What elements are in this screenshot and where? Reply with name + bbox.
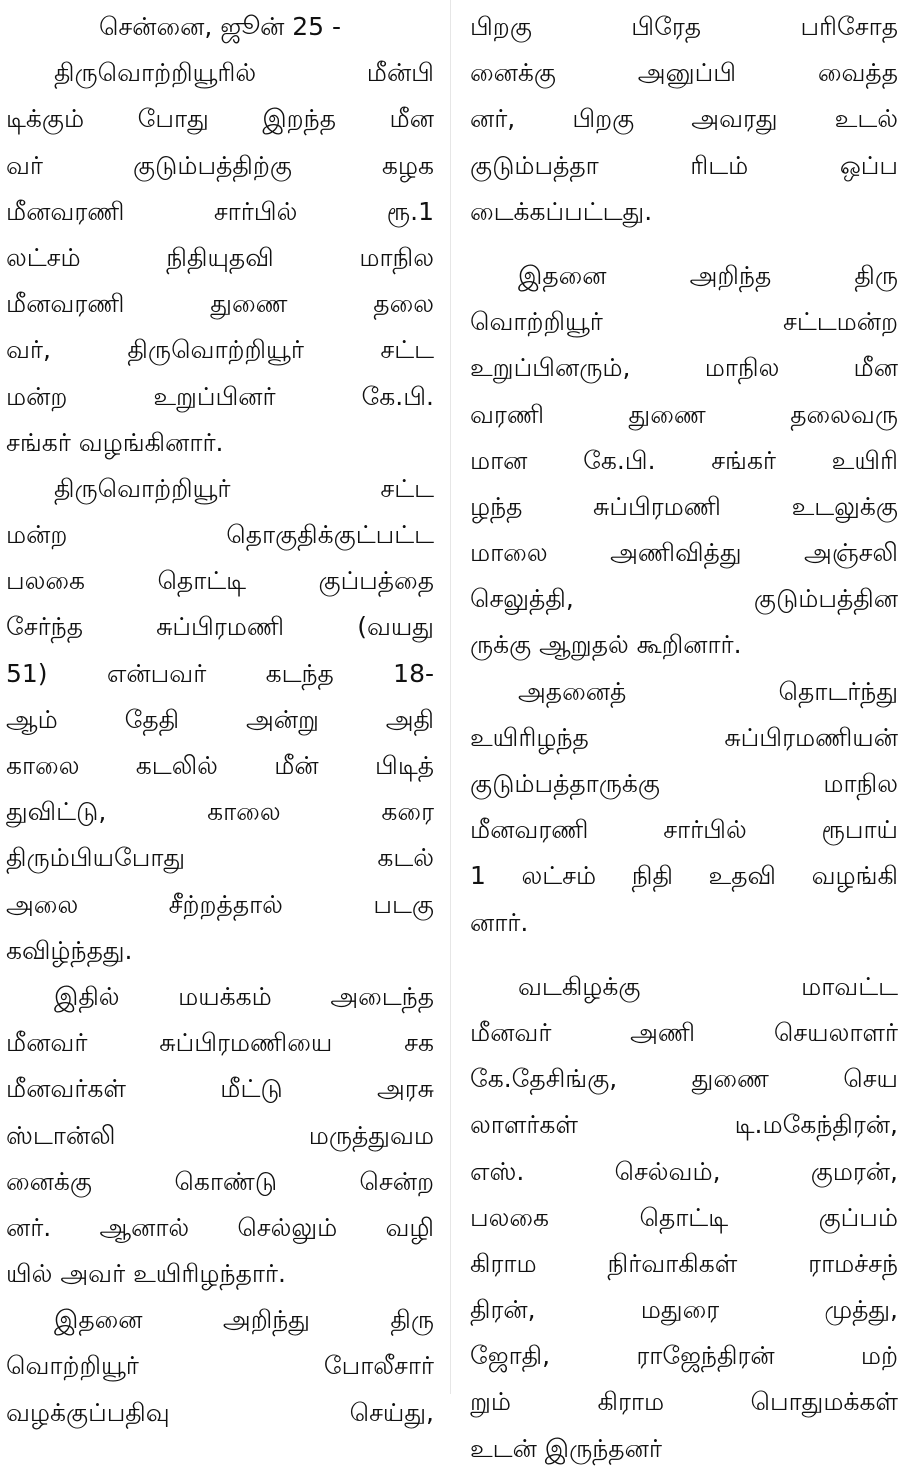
paragraph-line: ருக்கு ஆறுதல் கூறினார். [470, 630, 742, 660]
paragraph-line: வொற்றியூர் சட்டமன்ற [470, 307, 898, 337]
paragraph-line: மீனவர் அணி செயலாளர் [470, 1017, 898, 1047]
paragraph-line: ஸ்டான்லி மருத்துவம [6, 1120, 434, 1150]
paragraph-line: மான கே.பி. சங்கர் உயிரி [470, 445, 898, 475]
paragraph-line: வரணி துணை தலைவரு [470, 399, 898, 429]
paragraph-line: செலுத்தி, குடும்பத்தின [470, 584, 898, 614]
paragraph-line: னைக்கு கொண்டு சென்ற [6, 1166, 434, 1196]
paragraph-line: மீனவரணி சார்பில் ரூ.1 [6, 196, 434, 226]
article-column-left [6, 4, 434, 1436]
paragraph-line: றும் கிராம பொதுமக்கள் [470, 1387, 898, 1417]
paragraph-line: வர், திருவொற்றியூர் சட்ட [6, 335, 434, 365]
paragraph-line: மீனவரணி துணை தலை [6, 289, 434, 319]
paragraph-line: வொற்றியூர் போலீசார் [6, 1351, 434, 1381]
paragraph-line: இதனை அறிந்த திரு [518, 260, 898, 290]
paragraph-line: ஜோதி, ராஜேந்திரன் மற் [470, 1341, 898, 1371]
paragraph-line: கவிழ்ந்தது. [6, 935, 133, 965]
paragraph-line: டைக்கப்பட்டது. [470, 196, 653, 226]
paragraph-line: பலகை தொட்டி குப்பம் [470, 1202, 898, 1232]
paragraph-line: திரும்பியபோது கடல் [6, 843, 434, 873]
dateline: சென்னை, ஜூன் 25 - [98, 12, 342, 41]
paragraph-line: குடும்பத்தாருக்கு மாநில [470, 769, 898, 798]
paragraph-line: மீனவர் சுப்பிரமணியை சக [6, 1028, 434, 1058]
paragraph-line: லாளர்கள் டி.மகேந்திரன், [470, 1110, 898, 1140]
paragraph-line: னார். [470, 907, 529, 937]
paragraph-line: மீனவரணி சார்பில் ரூபாய் [470, 815, 898, 845]
paragraph-line: எஸ். செல்வம், குமரன், [470, 1156, 898, 1186]
paragraph-line: திருவொற்றியூரில் மீன்பி [54, 58, 434, 88]
paragraph-line: னைக்கு அனுப்பி வைத்த [470, 58, 898, 88]
paragraph-line: வழக்குப்பதிவு செய்து, [6, 1397, 434, 1427]
paragraph-line: துவிட்டு, காலை கரை [6, 797, 434, 827]
paragraph-line: இதில் மயக்கம் அடைந்த [54, 981, 434, 1011]
paragraph-line: ழந்த சுப்பிரமணி உடலுக்கு [470, 491, 898, 521]
paragraph-line: உடன் இருந்தனர் [470, 1433, 662, 1463]
column-divider [450, 0, 451, 1394]
paragraph-line: திரன், மதுரை முத்து, [470, 1295, 898, 1325]
paragraph-line: இதனை அறிந்து திரு [54, 1305, 434, 1335]
paragraph-line: மாலை அணிவித்து அஞ்சலி [470, 538, 898, 568]
paragraph-line: அலை சீற்றத்தால் படகு [6, 889, 434, 919]
paragraph-line: னர். ஆனால் செல்லும் வழி [6, 1212, 434, 1242]
paragraph-line: மீனவர்கள் மீட்டு அரசு [6, 1074, 434, 1104]
paragraph-line: குடும்பத்தா ரிடம் ஒப்ப [470, 150, 898, 180]
paragraph-line: திருவொற்றியூர் சட்ட [54, 473, 434, 503]
paragraph-line: ஆம் தேதி அன்று அதி [6, 704, 434, 734]
paragraph-gap [470, 235, 898, 253]
paragraph-line: சேர்ந்த சுப்பிரமணி (வயது [6, 612, 434, 642]
paragraph-line: கிராம நிர்வாகிகள் ராமச்சந் [470, 1248, 898, 1278]
paragraph-line: சங்கர் வழங்கினார். [6, 427, 224, 457]
paragraph-line: 51) என்பவர் கடந்த 18- [6, 658, 434, 688]
paragraph-line: டிக்கும் போது இறந்த மீன [6, 104, 434, 134]
article-column-right [470, 4, 898, 1472]
paragraph-line: பிறகு பிரேத பரிசோத [470, 12, 898, 41]
paragraph-line: அதனைத் தொடர்ந்து [518, 676, 898, 706]
paragraph-line: மன்ற உறுப்பினர் கே.பி. [6, 381, 434, 411]
paragraph-line: லட்சம் நிதியுதவி மாநில [6, 242, 434, 272]
paragraph-line: உயிரிழந்த சுப்பிரமணியன் [470, 722, 898, 752]
paragraph-line: கே.தேசிங்கு, துணை செய [470, 1064, 898, 1094]
paragraph-line: வடகிழக்கு மாவட்ட [518, 971, 898, 1001]
paragraph-line: வர் குடும்பத்திற்கு கழக [6, 150, 434, 180]
paragraph-gap [470, 946, 898, 964]
paragraph-line: யில் அவர் உயிரிழந்தார். [6, 1259, 286, 1289]
paragraph-line: னர், பிறகு அவரது உடல் [470, 104, 898, 134]
paragraph-line: மன்ற தொகுதிக்குட்பட்ட [6, 520, 434, 550]
paragraph-line: பலகை தொட்டி குப்பத்தை [6, 566, 434, 596]
paragraph-line: 1 லட்சம் நிதி உதவி வழங்கி [470, 861, 898, 891]
paragraph-line: உறுப்பினரும், மாநில மீன [470, 353, 898, 383]
paragraph-line: காலை கடலில் மீன் பிடித் [6, 751, 434, 780]
